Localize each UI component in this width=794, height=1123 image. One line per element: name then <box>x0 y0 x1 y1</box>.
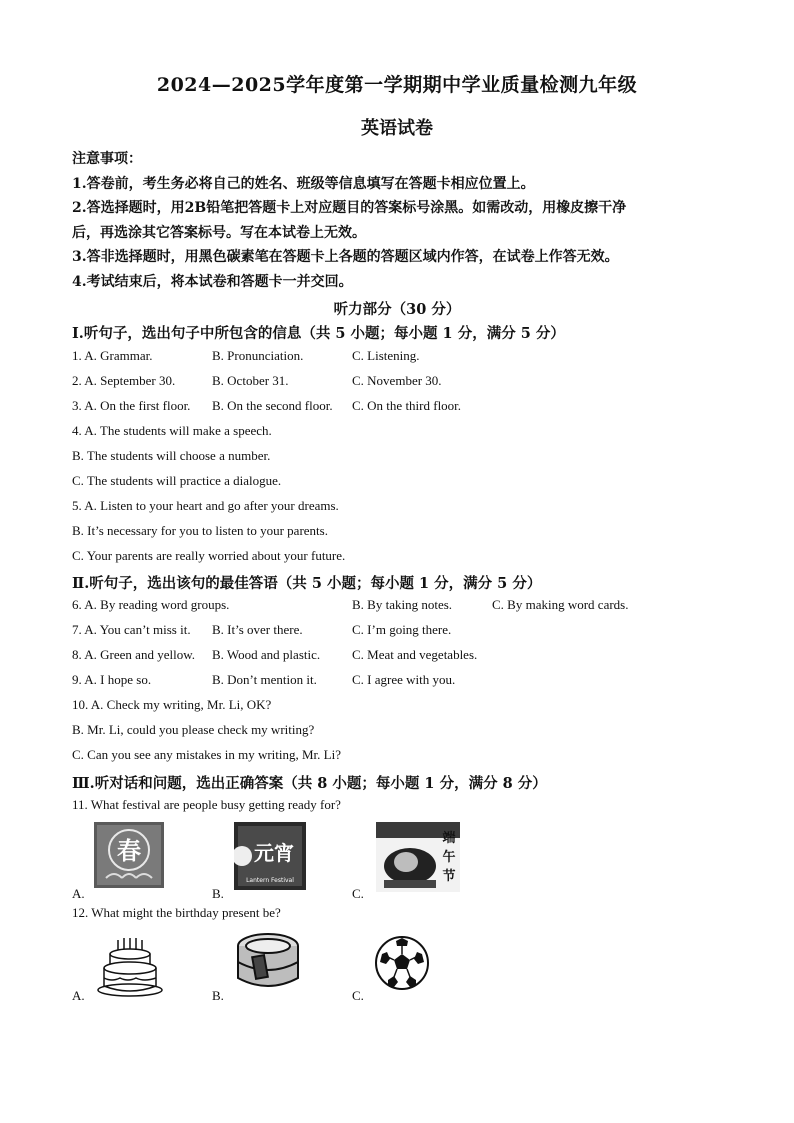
question-5-option-a: 5. A. Listen to your heart and go after your dreams. <box>72 498 339 513</box>
lantern-festival-picture <box>234 822 306 890</box>
notice-item: 2.答选择题时，用2B铅笔把答题卡上对应题目的答案标号涂黑。如需改动，用橡皮擦干净 <box>72 200 627 216</box>
duanwu-char-3: 节 <box>442 869 456 884</box>
option-c: C. Meat and vegetables. <box>352 647 478 662</box>
option-a-label: A. <box>72 988 85 1003</box>
question-4-option-a: 4. A. The students will make a speech. <box>72 423 272 438</box>
birthday-cake-picture <box>94 934 166 998</box>
option-a-label: A. <box>72 886 85 901</box>
question-4-option-b: B. The students will choose a number. <box>72 448 271 463</box>
option-b: B. It’s over there. <box>212 622 303 637</box>
option-a: 6. A. By reading word groups. <box>72 597 230 612</box>
option-c: C. I’m going there. <box>352 622 452 637</box>
duanwu-char-1: 端 <box>442 831 456 846</box>
question-4-option-c: C. The students will practice a dialogue. <box>72 473 282 488</box>
option-b: B. By taking notes. <box>352 597 453 612</box>
football-picture <box>374 932 430 994</box>
option-a: 8. A. Green and yellow. <box>72 647 195 662</box>
option-b-label: B. <box>212 988 224 1003</box>
option-b: B. Don’t mention it. <box>212 672 317 687</box>
exam-subtitle: 英语试卷 <box>361 118 433 139</box>
notice-item: 1.答卷前，考生务必将自己的姓名、班级等信息填写在答题卡相应位置上。 <box>72 175 535 192</box>
lantern-characters: 元宵 <box>254 841 294 865</box>
listening-title: 听力部分（30 分） <box>333 301 461 318</box>
option-b: B. October 31. <box>212 373 289 388</box>
option-b: B. Pronunciation. <box>212 348 304 363</box>
section-3-title: Ⅲ.听对话和问题，选出正确答案（共 8 小题；每小题 1 分，满分 8 分） <box>72 775 547 792</box>
duanwu-char-2: 午 <box>442 850 456 865</box>
option-b: B. Wood and plastic. <box>212 647 321 662</box>
option-a: 3. A. On the first floor. <box>72 398 191 413</box>
question-10-option-a: 10. A. Check my writing, Mr. Li, OK? <box>72 697 272 712</box>
option-c: C. On the third floor. <box>352 398 462 413</box>
notice-item: 4.考试结束后，将本试卷和答题卡一并交回。 <box>72 273 353 290</box>
question-12: 12. What might the birthday present be? <box>72 905 281 920</box>
question-5-option-c: C. Your parents are really worried about your future. <box>72 548 346 563</box>
option-c-label: C. <box>352 886 364 901</box>
dragon-boat-festival-picture <box>376 822 460 892</box>
exam-title: 2024—2025学年度第一学期期中学业质量检测九年级 <box>156 74 638 96</box>
option-b: B. On the second floor. <box>212 398 333 413</box>
spring-festival-picture <box>94 822 164 888</box>
option-c: C. By making word cards. <box>492 597 629 612</box>
option-c: C. Listening. <box>352 348 420 363</box>
lunch-box-picture <box>232 932 304 996</box>
lantern-caption: Lantern Festival <box>246 877 294 884</box>
question-10-option-b: B. Mr. Li, could you please check my writing? <box>72 722 315 737</box>
option-c: C. I agree with you. <box>352 672 456 687</box>
spring-character: 春 <box>117 836 141 865</box>
option-a: 9. A. I hope so. <box>72 672 152 687</box>
option-c-label: C. <box>352 988 364 1003</box>
option-c: C. November 30. <box>352 373 442 388</box>
notice-item: 3.答非选择题时，用黑色碳素笔在答题卡上各题的答题区域内作答，在试卷上作答无效。 <box>72 249 619 265</box>
section-2-title: Ⅱ.听句子，选出该句的最佳答语（共 5 小题；每小题 1 分，满分 5 分） <box>72 575 542 592</box>
notice-block <box>72 147 722 294</box>
question-10-option-c: C. Can you see any mistakes in my writing, Mr. Li? <box>72 747 341 762</box>
section-1-title: Ⅰ.听句子，选出句子中所包含的信息（共 5 小题；每小题 1 分，满分 5 分） <box>72 325 565 342</box>
notice-item: 后，再选涂其它答案标号。写在本试卷上无效。 <box>72 224 366 241</box>
notice-heading: 注意事项： <box>72 151 142 167</box>
option-a: 7. A. You can’t miss it. <box>72 622 191 637</box>
option-b-label: B. <box>212 886 224 901</box>
option-a: 2. A. September 30. <box>72 373 176 388</box>
option-a: 1. A. Grammar. <box>72 348 153 363</box>
question-5-option-b: B. It’s necessary for you to listen to your parents. <box>72 523 328 538</box>
question-11: 11. What festival are people busy getting ready for? <box>72 797 341 812</box>
